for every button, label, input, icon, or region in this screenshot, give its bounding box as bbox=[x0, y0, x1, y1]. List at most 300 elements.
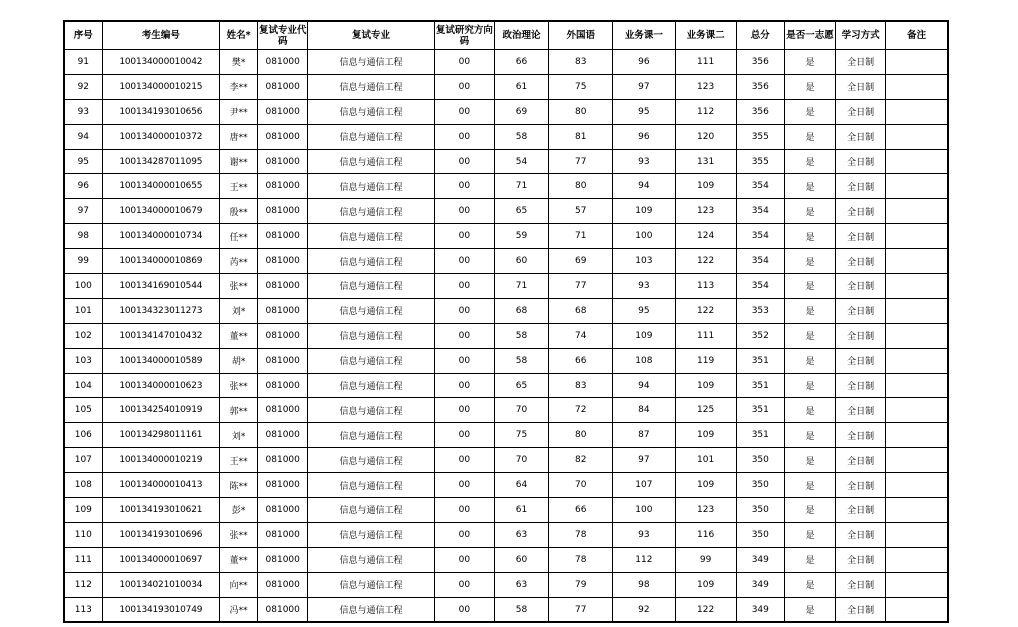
major-cell: 信息与通信工程 bbox=[308, 74, 434, 99]
remark-cell bbox=[886, 50, 948, 75]
study-mode-cell: 全日制 bbox=[836, 572, 886, 597]
major-cell: 信息与通信工程 bbox=[308, 50, 434, 75]
foreign-language-cell: 71 bbox=[549, 224, 613, 249]
study-mode-cell: 全日制 bbox=[836, 224, 886, 249]
first-choice-cell: 是 bbox=[784, 398, 835, 423]
seq-cell: 107 bbox=[64, 448, 102, 473]
seq-cell: 92 bbox=[64, 74, 102, 99]
subject2-cell: 109 bbox=[675, 473, 736, 498]
table-row bbox=[64, 74, 948, 99]
total-cell: 351 bbox=[736, 348, 784, 373]
subject2-cell: 122 bbox=[675, 298, 736, 323]
total-cell: 356 bbox=[736, 74, 784, 99]
direction-code-cell: 00 bbox=[434, 174, 494, 199]
foreign-language-cell: 78 bbox=[549, 547, 613, 572]
candidate-id-cell: 100134287011095 bbox=[102, 149, 219, 174]
first-choice-cell: 是 bbox=[784, 423, 835, 448]
major-code-cell: 081000 bbox=[258, 398, 308, 423]
major-cell: 信息与通信工程 bbox=[308, 448, 434, 473]
study-mode-cell: 全日制 bbox=[836, 373, 886, 398]
header-cell: 政治理论 bbox=[494, 21, 548, 50]
remark-cell bbox=[886, 572, 948, 597]
total-cell: 354 bbox=[736, 249, 784, 274]
direction-code-cell: 00 bbox=[434, 348, 494, 373]
politics-cell: 66 bbox=[494, 50, 548, 75]
subject1-cell: 94 bbox=[613, 373, 675, 398]
direction-code-cell: 00 bbox=[434, 99, 494, 124]
major-cell: 信息与通信工程 bbox=[308, 174, 434, 199]
total-cell: 354 bbox=[736, 274, 784, 299]
politics-cell: 63 bbox=[494, 522, 548, 547]
table-row bbox=[64, 473, 948, 498]
header-cell: 姓名* bbox=[220, 21, 258, 50]
subject2-cell: 123 bbox=[675, 74, 736, 99]
total-cell: 350 bbox=[736, 522, 784, 547]
seq-cell: 91 bbox=[64, 50, 102, 75]
major-code-cell: 081000 bbox=[258, 572, 308, 597]
major-cell: 信息与通信工程 bbox=[308, 398, 434, 423]
remark-cell bbox=[886, 398, 948, 423]
subject2-cell: 131 bbox=[675, 149, 736, 174]
major-cell: 信息与通信工程 bbox=[308, 274, 434, 299]
table-row bbox=[64, 124, 948, 149]
foreign-language-cell: 57 bbox=[549, 199, 613, 224]
first-choice-cell: 是 bbox=[784, 597, 835, 622]
table-row bbox=[64, 522, 948, 547]
study-mode-cell: 全日制 bbox=[836, 348, 886, 373]
major-cell: 信息与通信工程 bbox=[308, 597, 434, 622]
candidate-id-cell: 100134000010215 bbox=[102, 74, 219, 99]
major-code-cell: 081000 bbox=[258, 448, 308, 473]
direction-code-cell: 00 bbox=[434, 249, 494, 274]
foreign-language-cell: 78 bbox=[549, 522, 613, 547]
candidate-id-cell: 100134147010432 bbox=[102, 323, 219, 348]
candidate-id-cell: 100134000010589 bbox=[102, 348, 219, 373]
study-mode-cell: 全日制 bbox=[836, 547, 886, 572]
study-mode-cell: 全日制 bbox=[836, 323, 886, 348]
study-mode-cell: 全日制 bbox=[836, 423, 886, 448]
major-code-cell: 081000 bbox=[258, 199, 308, 224]
seq-cell: 113 bbox=[64, 597, 102, 622]
foreign-language-cell: 66 bbox=[549, 348, 613, 373]
major-code-cell: 081000 bbox=[258, 323, 308, 348]
politics-cell: 60 bbox=[494, 249, 548, 274]
study-mode-cell: 全日制 bbox=[836, 249, 886, 274]
total-cell: 351 bbox=[736, 398, 784, 423]
table-row bbox=[64, 323, 948, 348]
foreign-language-cell: 69 bbox=[549, 249, 613, 274]
name-cell: 董** bbox=[220, 547, 258, 572]
seq-cell: 112 bbox=[64, 572, 102, 597]
total-cell: 349 bbox=[736, 547, 784, 572]
total-cell: 354 bbox=[736, 224, 784, 249]
name-cell: 樊* bbox=[220, 50, 258, 75]
study-mode-cell: 全日制 bbox=[836, 124, 886, 149]
name-cell: 陈** bbox=[220, 473, 258, 498]
table-row bbox=[64, 149, 948, 174]
remark-cell bbox=[886, 224, 948, 249]
first-choice-cell: 是 bbox=[784, 448, 835, 473]
name-cell: 张** bbox=[220, 522, 258, 547]
direction-code-cell: 00 bbox=[434, 572, 494, 597]
subject2-cell: 109 bbox=[675, 572, 736, 597]
remark-cell bbox=[886, 373, 948, 398]
major-code-cell: 081000 bbox=[258, 99, 308, 124]
remark-cell bbox=[886, 547, 948, 572]
table-row bbox=[64, 498, 948, 523]
table-row bbox=[64, 249, 948, 274]
subject2-cell: 101 bbox=[675, 448, 736, 473]
foreign-language-cell: 70 bbox=[549, 473, 613, 498]
direction-code-cell: 00 bbox=[434, 74, 494, 99]
direction-code-cell: 00 bbox=[434, 448, 494, 473]
first-choice-cell: 是 bbox=[784, 547, 835, 572]
subject1-cell: 103 bbox=[613, 249, 675, 274]
seq-cell: 94 bbox=[64, 124, 102, 149]
direction-code-cell: 00 bbox=[434, 149, 494, 174]
foreign-language-cell: 83 bbox=[549, 373, 613, 398]
subject2-cell: 109 bbox=[675, 423, 736, 448]
direction-code-cell: 00 bbox=[434, 50, 494, 75]
major-code-cell: 081000 bbox=[258, 597, 308, 622]
total-cell: 356 bbox=[736, 50, 784, 75]
name-cell: 冯** bbox=[220, 597, 258, 622]
study-mode-cell: 全日制 bbox=[836, 50, 886, 75]
header-row bbox=[64, 21, 948, 50]
major-code-cell: 081000 bbox=[258, 224, 308, 249]
foreign-language-cell: 77 bbox=[549, 149, 613, 174]
foreign-language-cell: 74 bbox=[549, 323, 613, 348]
seq-cell: 105 bbox=[64, 398, 102, 423]
politics-cell: 70 bbox=[494, 398, 548, 423]
table-row bbox=[64, 597, 948, 622]
direction-code-cell: 00 bbox=[434, 398, 494, 423]
header-cell: 考生编号 bbox=[102, 21, 219, 50]
foreign-language-cell: 72 bbox=[549, 398, 613, 423]
subject2-cell: 119 bbox=[675, 348, 736, 373]
table-row bbox=[64, 274, 948, 299]
politics-cell: 65 bbox=[494, 373, 548, 398]
candidate-id-cell: 100134298011161 bbox=[102, 423, 219, 448]
first-choice-cell: 是 bbox=[784, 473, 835, 498]
politics-cell: 61 bbox=[494, 498, 548, 523]
subject1-cell: 93 bbox=[613, 522, 675, 547]
name-cell: 谢** bbox=[220, 149, 258, 174]
candidate-id-cell: 100134000010655 bbox=[102, 174, 219, 199]
table-row bbox=[64, 398, 948, 423]
header-cell: 业务课二 bbox=[675, 21, 736, 50]
major-cell: 信息与通信工程 bbox=[308, 99, 434, 124]
name-cell: 王** bbox=[220, 448, 258, 473]
subject2-cell: 122 bbox=[675, 597, 736, 622]
subject2-cell: 111 bbox=[675, 323, 736, 348]
table-row bbox=[64, 50, 948, 75]
direction-code-cell: 00 bbox=[434, 124, 494, 149]
name-cell: 刘* bbox=[220, 298, 258, 323]
table-row bbox=[64, 572, 948, 597]
remark-cell bbox=[886, 498, 948, 523]
candidate-id-cell: 100134193010749 bbox=[102, 597, 219, 622]
subject1-cell: 97 bbox=[613, 74, 675, 99]
major-cell: 信息与通信工程 bbox=[308, 547, 434, 572]
politics-cell: 60 bbox=[494, 547, 548, 572]
header-cell: 复试研究方向码 bbox=[434, 21, 494, 50]
subject1-cell: 96 bbox=[613, 124, 675, 149]
major-code-cell: 081000 bbox=[258, 522, 308, 547]
total-cell: 351 bbox=[736, 423, 784, 448]
candidate-id-cell: 100134169010544 bbox=[102, 274, 219, 299]
table-row bbox=[64, 99, 948, 124]
study-mode-cell: 全日制 bbox=[836, 99, 886, 124]
table-row bbox=[64, 423, 948, 448]
subject1-cell: 107 bbox=[613, 473, 675, 498]
total-cell: 354 bbox=[736, 199, 784, 224]
study-mode-cell: 全日制 bbox=[836, 149, 886, 174]
seq-cell: 104 bbox=[64, 373, 102, 398]
subject2-cell: 109 bbox=[675, 373, 736, 398]
subject1-cell: 92 bbox=[613, 597, 675, 622]
candidate-id-cell: 100134000010042 bbox=[102, 50, 219, 75]
candidate-id-cell: 100134193010656 bbox=[102, 99, 219, 124]
seq-cell: 93 bbox=[64, 99, 102, 124]
remark-cell bbox=[886, 199, 948, 224]
major-code-cell: 081000 bbox=[258, 274, 308, 299]
direction-code-cell: 00 bbox=[434, 323, 494, 348]
study-mode-cell: 全日制 bbox=[836, 74, 886, 99]
foreign-language-cell: 81 bbox=[549, 124, 613, 149]
candidate-id-cell: 100134000010372 bbox=[102, 124, 219, 149]
remark-cell bbox=[886, 174, 948, 199]
table-row bbox=[64, 448, 948, 473]
major-code-cell: 081000 bbox=[258, 373, 308, 398]
first-choice-cell: 是 bbox=[784, 522, 835, 547]
header-cell: 是否一志愿 bbox=[784, 21, 835, 50]
total-cell: 350 bbox=[736, 473, 784, 498]
seq-cell: 97 bbox=[64, 199, 102, 224]
politics-cell: 71 bbox=[494, 274, 548, 299]
subject1-cell: 95 bbox=[613, 298, 675, 323]
remark-cell bbox=[886, 74, 948, 99]
direction-code-cell: 00 bbox=[434, 547, 494, 572]
table-row bbox=[64, 174, 948, 199]
major-cell: 信息与通信工程 bbox=[308, 298, 434, 323]
remark-cell bbox=[886, 249, 948, 274]
header-cell: 复试专业代码 bbox=[258, 21, 308, 50]
politics-cell: 75 bbox=[494, 423, 548, 448]
major-cell: 信息与通信工程 bbox=[308, 124, 434, 149]
subject2-cell: 116 bbox=[675, 522, 736, 547]
major-code-cell: 081000 bbox=[258, 50, 308, 75]
table-row bbox=[64, 547, 948, 572]
foreign-language-cell: 80 bbox=[549, 423, 613, 448]
name-cell: 张** bbox=[220, 373, 258, 398]
first-choice-cell: 是 bbox=[784, 50, 835, 75]
first-choice-cell: 是 bbox=[784, 373, 835, 398]
subject1-cell: 84 bbox=[613, 398, 675, 423]
header-cell: 总分 bbox=[736, 21, 784, 50]
major-cell: 信息与通信工程 bbox=[308, 572, 434, 597]
politics-cell: 63 bbox=[494, 572, 548, 597]
candidate-id-cell: 100134000010869 bbox=[102, 249, 219, 274]
first-choice-cell: 是 bbox=[784, 124, 835, 149]
subject2-cell: 122 bbox=[675, 249, 736, 274]
subject1-cell: 109 bbox=[613, 323, 675, 348]
candidate-id-cell: 100134000010623 bbox=[102, 373, 219, 398]
major-code-cell: 081000 bbox=[258, 249, 308, 274]
first-choice-cell: 是 bbox=[784, 498, 835, 523]
remark-cell bbox=[886, 423, 948, 448]
seq-cell: 96 bbox=[64, 174, 102, 199]
subject1-cell: 96 bbox=[613, 50, 675, 75]
first-choice-cell: 是 bbox=[784, 249, 835, 274]
name-cell: 董** bbox=[220, 323, 258, 348]
remark-cell bbox=[886, 99, 948, 124]
study-mode-cell: 全日制 bbox=[836, 498, 886, 523]
name-cell: 唐** bbox=[220, 124, 258, 149]
subject1-cell: 108 bbox=[613, 348, 675, 373]
subject1-cell: 100 bbox=[613, 498, 675, 523]
remark-cell bbox=[886, 298, 948, 323]
candidate-id-cell: 100134000010734 bbox=[102, 224, 219, 249]
total-cell: 355 bbox=[736, 124, 784, 149]
politics-cell: 71 bbox=[494, 174, 548, 199]
study-mode-cell: 全日制 bbox=[836, 522, 886, 547]
study-mode-cell: 全日制 bbox=[836, 274, 886, 299]
politics-cell: 58 bbox=[494, 348, 548, 373]
study-mode-cell: 全日制 bbox=[836, 473, 886, 498]
subject2-cell: 113 bbox=[675, 274, 736, 299]
politics-cell: 65 bbox=[494, 199, 548, 224]
first-choice-cell: 是 bbox=[784, 199, 835, 224]
header-cell: 学习方式 bbox=[836, 21, 886, 50]
direction-code-cell: 00 bbox=[434, 498, 494, 523]
total-cell: 353 bbox=[736, 298, 784, 323]
remark-cell bbox=[886, 149, 948, 174]
major-code-cell: 081000 bbox=[258, 473, 308, 498]
major-code-cell: 081000 bbox=[258, 547, 308, 572]
seq-cell: 98 bbox=[64, 224, 102, 249]
name-cell: 任** bbox=[220, 224, 258, 249]
remark-cell bbox=[886, 448, 948, 473]
name-cell: 殷** bbox=[220, 199, 258, 224]
table-row bbox=[64, 224, 948, 249]
subject1-cell: 93 bbox=[613, 274, 675, 299]
direction-code-cell: 00 bbox=[434, 274, 494, 299]
remark-cell bbox=[886, 522, 948, 547]
major-cell: 信息与通信工程 bbox=[308, 199, 434, 224]
remark-cell bbox=[886, 348, 948, 373]
seq-cell: 102 bbox=[64, 323, 102, 348]
major-cell: 信息与通信工程 bbox=[308, 224, 434, 249]
total-cell: 356 bbox=[736, 99, 784, 124]
direction-code-cell: 00 bbox=[434, 522, 494, 547]
foreign-language-cell: 77 bbox=[549, 597, 613, 622]
major-code-cell: 081000 bbox=[258, 124, 308, 149]
subject2-cell: 124 bbox=[675, 224, 736, 249]
major-code-cell: 081000 bbox=[258, 348, 308, 373]
foreign-language-cell: 80 bbox=[549, 174, 613, 199]
major-cell: 信息与通信工程 bbox=[308, 473, 434, 498]
total-cell: 350 bbox=[736, 498, 784, 523]
name-cell: 刘* bbox=[220, 423, 258, 448]
seq-cell: 109 bbox=[64, 498, 102, 523]
total-cell: 354 bbox=[736, 174, 784, 199]
name-cell: 胡* bbox=[220, 348, 258, 373]
major-cell: 信息与通信工程 bbox=[308, 348, 434, 373]
subject1-cell: 95 bbox=[613, 99, 675, 124]
politics-cell: 70 bbox=[494, 448, 548, 473]
subject1-cell: 97 bbox=[613, 448, 675, 473]
total-cell: 355 bbox=[736, 149, 784, 174]
seq-cell: 95 bbox=[64, 149, 102, 174]
seq-cell: 110 bbox=[64, 522, 102, 547]
seq-cell: 108 bbox=[64, 473, 102, 498]
name-cell: 向** bbox=[220, 572, 258, 597]
candidate-id-cell: 100134000010413 bbox=[102, 473, 219, 498]
candidate-id-cell: 100134323011273 bbox=[102, 298, 219, 323]
candidate-id-cell: 100134193010621 bbox=[102, 498, 219, 523]
subject1-cell: 87 bbox=[613, 423, 675, 448]
remark-cell bbox=[886, 597, 948, 622]
header-cell: 复试专业 bbox=[308, 21, 434, 50]
foreign-language-cell: 68 bbox=[549, 298, 613, 323]
table-row bbox=[64, 199, 948, 224]
politics-cell: 68 bbox=[494, 298, 548, 323]
study-mode-cell: 全日制 bbox=[836, 174, 886, 199]
foreign-language-cell: 66 bbox=[549, 498, 613, 523]
politics-cell: 58 bbox=[494, 597, 548, 622]
candidate-id-cell: 100134254010919 bbox=[102, 398, 219, 423]
major-code-cell: 081000 bbox=[258, 74, 308, 99]
total-cell: 352 bbox=[736, 323, 784, 348]
subject1-cell: 94 bbox=[613, 174, 675, 199]
total-cell: 349 bbox=[736, 572, 784, 597]
seq-cell: 103 bbox=[64, 348, 102, 373]
politics-cell: 69 bbox=[494, 99, 548, 124]
name-cell: 李** bbox=[220, 74, 258, 99]
table-row bbox=[64, 348, 948, 373]
subject2-cell: 99 bbox=[675, 547, 736, 572]
name-cell: 王** bbox=[220, 174, 258, 199]
direction-code-cell: 00 bbox=[434, 224, 494, 249]
first-choice-cell: 是 bbox=[784, 274, 835, 299]
major-cell: 信息与通信工程 bbox=[308, 498, 434, 523]
remark-cell bbox=[886, 473, 948, 498]
subject1-cell: 100 bbox=[613, 224, 675, 249]
remark-cell bbox=[886, 274, 948, 299]
first-choice-cell: 是 bbox=[784, 298, 835, 323]
foreign-language-cell: 79 bbox=[549, 572, 613, 597]
subject2-cell: 120 bbox=[675, 124, 736, 149]
score-table bbox=[63, 20, 949, 623]
header-cell: 业务课一 bbox=[613, 21, 675, 50]
major-cell: 信息与通信工程 bbox=[308, 323, 434, 348]
first-choice-cell: 是 bbox=[784, 348, 835, 373]
direction-code-cell: 00 bbox=[434, 597, 494, 622]
subject2-cell: 125 bbox=[675, 398, 736, 423]
name-cell: 郭** bbox=[220, 398, 258, 423]
header-cell: 外国语 bbox=[549, 21, 613, 50]
subject2-cell: 123 bbox=[675, 498, 736, 523]
foreign-language-cell: 82 bbox=[549, 448, 613, 473]
direction-code-cell: 00 bbox=[434, 423, 494, 448]
name-cell: 尹** bbox=[220, 99, 258, 124]
name-cell: 张** bbox=[220, 274, 258, 299]
major-cell: 信息与通信工程 bbox=[308, 373, 434, 398]
subject1-cell: 98 bbox=[613, 572, 675, 597]
candidate-id-cell: 100134021010034 bbox=[102, 572, 219, 597]
subject2-cell: 112 bbox=[675, 99, 736, 124]
